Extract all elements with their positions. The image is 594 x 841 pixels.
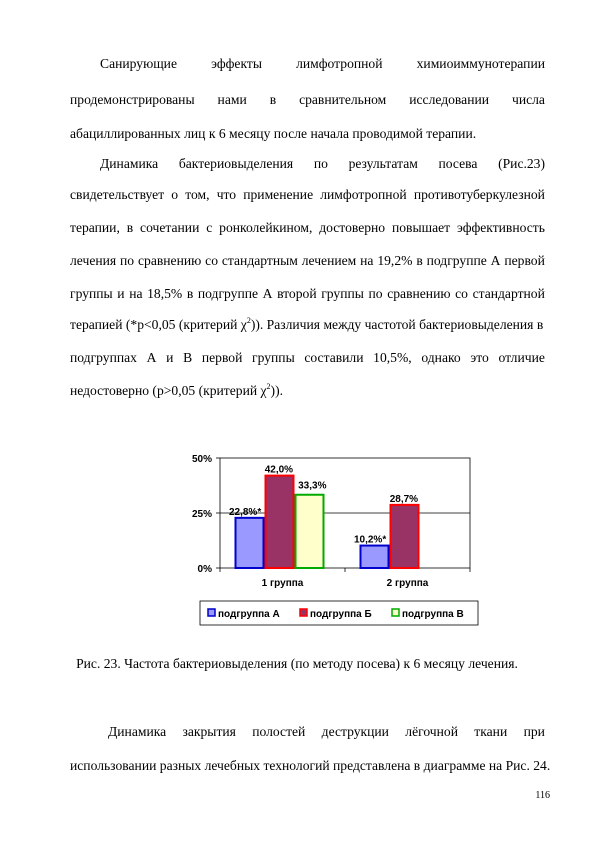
text-run: )). Различия между частотой бактериовыделения в xyxy=(250,317,544,332)
word: продемонстрированы xyxy=(70,92,195,107)
p2-line2 xyxy=(70,186,545,204)
word: подгруппах xyxy=(70,350,137,365)
word: в xyxy=(269,92,277,107)
p3-line1 xyxy=(108,723,545,741)
word: при xyxy=(523,724,545,739)
data-label: 10,2%* xyxy=(353,534,387,546)
word: первой xyxy=(201,350,243,365)
word: подгруппе xyxy=(426,253,487,268)
data-label: 42,0% xyxy=(264,464,294,476)
word: и xyxy=(166,350,174,365)
p2-line7 xyxy=(70,349,545,367)
word: лимфотропной xyxy=(296,56,383,71)
word: группы xyxy=(252,350,295,365)
text-run: )). xyxy=(270,383,283,398)
word: деструкции xyxy=(321,724,389,739)
word: на xyxy=(360,253,374,268)
bar-1-2 xyxy=(361,546,389,568)
word: по xyxy=(313,156,328,171)
x-category-label: 2 группа xyxy=(386,578,429,589)
word: и xyxy=(117,286,125,301)
word: эффективность xyxy=(456,220,545,235)
word: со xyxy=(455,286,468,301)
word: в xyxy=(416,253,423,268)
word: лечением xyxy=(301,253,357,268)
word: группы xyxy=(321,286,364,301)
superscript: 2 xyxy=(246,316,251,325)
word: противотуберкулезной xyxy=(413,187,545,202)
legend-label: подгруппа Б xyxy=(310,609,372,620)
word: закрытия xyxy=(182,724,236,739)
word: применение xyxy=(243,187,314,202)
word: А xyxy=(262,286,273,301)
word: А xyxy=(146,350,157,365)
word: Динамика xyxy=(100,156,159,171)
word: 10,5%, xyxy=(373,350,412,365)
x-category-label: 1 группа xyxy=(261,578,304,589)
word: достоверно xyxy=(319,220,386,235)
word: стандартной xyxy=(472,286,545,301)
word: о xyxy=(171,187,179,202)
word: составили xyxy=(304,350,364,365)
p2-line8 xyxy=(70,382,545,400)
word: сравнительном xyxy=(299,92,387,107)
word: терапии, xyxy=(70,220,120,235)
word: по xyxy=(368,286,383,301)
word: ронколейкином, xyxy=(219,220,313,235)
word: подгруппе xyxy=(197,286,259,301)
word: однако xyxy=(421,350,461,365)
word: лёгочной xyxy=(405,724,458,739)
y-tick-label: 25% xyxy=(191,509,212,520)
word: 18,5% xyxy=(147,286,183,301)
bar-2-1 xyxy=(266,476,294,568)
word: сравнению xyxy=(137,253,202,268)
word: 19,2% xyxy=(377,253,413,268)
legend-swatch xyxy=(300,609,307,616)
word: второй xyxy=(277,286,317,301)
word: числа xyxy=(511,92,545,107)
word: стандартным xyxy=(221,253,298,268)
word: сочетании xyxy=(140,220,200,235)
word: это xyxy=(470,350,489,365)
bar-chart xyxy=(180,445,480,640)
legend-swatch xyxy=(208,609,215,616)
word: полостей xyxy=(252,724,306,739)
word: отличие xyxy=(498,350,545,365)
p2-line4 xyxy=(70,252,545,270)
word: что xyxy=(216,187,237,202)
legend-label: подгруппа А xyxy=(218,609,280,620)
word: группы xyxy=(70,286,113,301)
p1-line3: абациллированных лиц к 6 месяцу после начала проводимой терапии. xyxy=(70,126,477,141)
word: том, xyxy=(185,187,210,202)
p2-line5 xyxy=(70,285,545,303)
superscript: 2 xyxy=(266,382,271,391)
bar-3-1 xyxy=(296,495,324,568)
word: А xyxy=(490,253,501,268)
p2-line6 xyxy=(70,316,545,334)
p1-line1 xyxy=(100,55,545,73)
word: химиоиммунотерапии xyxy=(416,56,545,71)
word: посева xyxy=(438,156,478,171)
word: с xyxy=(206,220,213,235)
word: со xyxy=(205,253,218,268)
word: В xyxy=(183,350,193,365)
y-tick-label: 0% xyxy=(197,564,212,575)
word: нами xyxy=(217,92,247,107)
word: сравнению xyxy=(387,286,451,301)
word: повышает xyxy=(391,220,451,235)
word: на xyxy=(129,286,143,301)
word: свидетельствует xyxy=(70,187,165,202)
text-run: терапией (*р<0,05 (критерий χ xyxy=(70,317,247,332)
word: (Рис.23) xyxy=(498,156,545,171)
y-tick-label: 50% xyxy=(191,454,212,465)
word: лимфотропной xyxy=(320,187,407,202)
data-label: 22,8%* xyxy=(228,506,262,518)
text-run: недостоверно (р>0,05 (критерий χ xyxy=(70,383,267,398)
data-label: 28,7% xyxy=(389,493,419,505)
page-number: 116 xyxy=(535,790,550,801)
legend-swatch xyxy=(392,609,399,616)
p1-line2 xyxy=(70,91,545,109)
word: лечения xyxy=(70,253,117,268)
word: Динамика xyxy=(108,724,167,739)
word: в xyxy=(186,286,194,301)
word: исследовании xyxy=(409,92,490,107)
word: Санирующие xyxy=(100,56,177,71)
p2-line3 xyxy=(70,219,545,237)
word: эффекты xyxy=(211,56,262,71)
data-label: 33,3% xyxy=(298,480,327,492)
word: результатам xyxy=(348,156,418,171)
legend-label: подгруппа В xyxy=(402,609,464,620)
word: ткани xyxy=(474,724,508,739)
word: в xyxy=(126,220,134,235)
word: первой xyxy=(504,253,545,268)
p2-line1 xyxy=(100,155,545,173)
p3-line2: использовании разных лечебных технологий представлена в диаграмме на Рис. 24. xyxy=(70,758,551,773)
figure-caption: Рис. 23. Частота бактериовыделения (по методу посева) к 6 месяцу лечения. xyxy=(76,656,518,671)
bar-2-2 xyxy=(391,505,419,568)
bar-1-1 xyxy=(236,518,264,568)
word: по xyxy=(120,253,135,268)
word: бактериовыделения xyxy=(178,156,294,171)
